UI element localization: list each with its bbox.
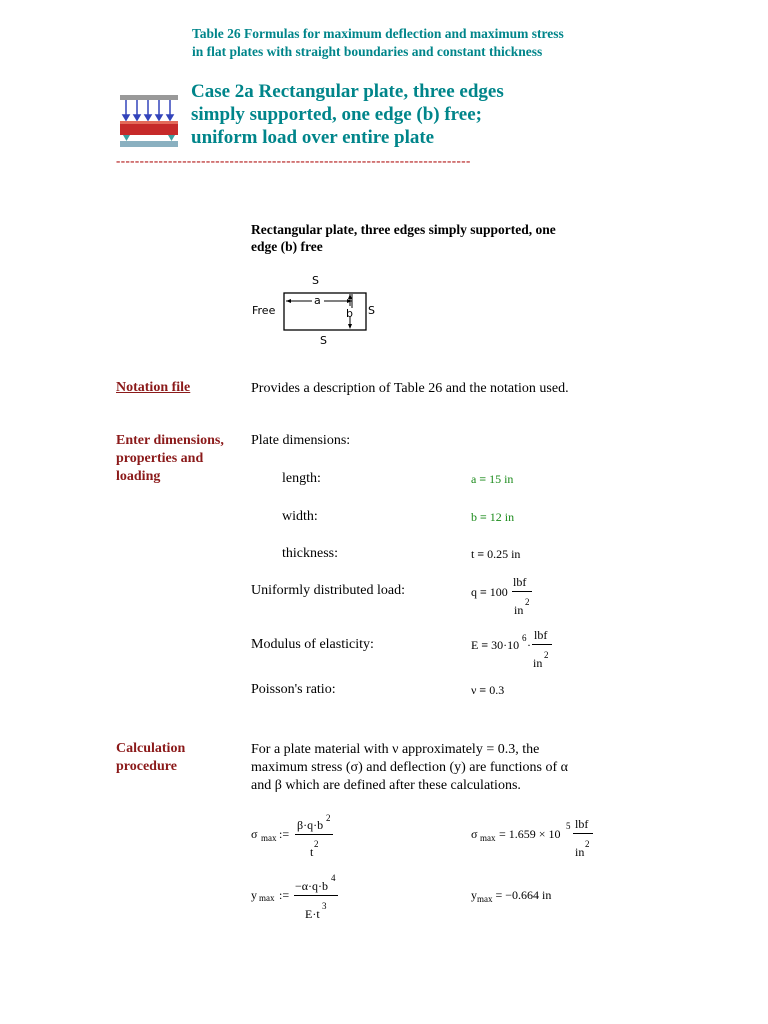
sigma-lhs-sub: max	[261, 833, 277, 843]
sigma-max-result	[471, 815, 601, 865]
y-result-value: = −0.664 in	[495, 888, 552, 902]
y-fraction-bar	[294, 895, 338, 896]
thickness-input[interactable]: t ≡ 0.25 in	[471, 547, 521, 561]
sigma-result-fraction-bar	[573, 833, 593, 834]
load-prefix: q ≡ 100	[471, 585, 508, 599]
poisson-input[interactable]: ν ≡ 0.3	[471, 683, 505, 697]
figure-dim-b: b	[346, 307, 353, 320]
sigma-result-value: = 1.659 × 10	[499, 827, 561, 841]
inputs-section-label-3: loading	[116, 469, 161, 484]
y-lhs-sub: max	[259, 893, 275, 903]
sigma-denominator-exp: 2	[314, 839, 319, 849]
sigma-result-unit-den: in	[575, 845, 585, 859]
sigma-result-sub: max	[480, 833, 496, 843]
y-assign: :=	[279, 888, 290, 902]
sigma-result-unit-num: lbf	[575, 817, 589, 831]
plate-load-icon	[118, 93, 180, 149]
notation-description: Provides a description of Table 26 and the notation used.	[251, 381, 569, 396]
y-result-sub: max	[477, 894, 493, 904]
case-title-line-1: Case 2a Rectangular plate, three edges	[191, 81, 504, 102]
width-label: width:	[282, 509, 318, 524]
modulus-dot: ·	[527, 638, 531, 652]
thickness-label: thickness:	[282, 546, 338, 561]
poisson-label: Poisson's ratio:	[251, 682, 336, 697]
width-input[interactable]: b ≡ 12 in	[471, 510, 515, 524]
load-unit-exp: 2	[525, 597, 530, 607]
y-denominator-exp: 3	[322, 901, 327, 911]
calc-paragraph-line-3: and β which are defined after these calculations.	[251, 778, 521, 793]
figure-label-left: Free	[252, 304, 276, 317]
y-result-symbol: y	[471, 888, 477, 902]
modulus-prefix: E ≡ 30·10	[471, 638, 520, 652]
inputs-section-label-2: properties and	[116, 451, 204, 466]
y-lhs: y	[251, 888, 257, 902]
inputs-section-label-1: Enter dimensions,	[116, 433, 224, 448]
modulus-fraction-bar	[532, 644, 552, 645]
figure-caption	[251, 221, 556, 255]
length-input[interactable]: a ≡ 15 in	[471, 472, 514, 486]
calc-section-label-2: procedure	[116, 759, 177, 774]
load-unit-den: in	[514, 603, 524, 617]
calc-section-label	[116, 740, 185, 776]
length-label: length:	[282, 471, 321, 486]
load-input[interactable]	[471, 575, 541, 618]
figure-label-right: S	[368, 304, 375, 317]
modulus-exp: 6	[522, 633, 527, 643]
y-max-formula	[251, 870, 361, 920]
modulus-input[interactable]	[471, 628, 561, 671]
modulus-unit-den-exp: 2	[544, 650, 549, 660]
load-unit-num: lbf	[513, 575, 527, 589]
calc-section-label-1: Calculation	[116, 741, 186, 756]
sigma-numerator-exp: 2	[326, 813, 331, 823]
sigma-result-unit-den-exp: 2	[585, 839, 590, 849]
y-max-result	[471, 888, 551, 903]
y-numerator-exp: 4	[331, 873, 336, 883]
figure-dim-a: a	[314, 294, 321, 307]
case-title-line-2: simply supported, one edge (b) free;	[191, 104, 482, 125]
notation-file-link[interactable]: Notation file	[116, 380, 191, 395]
table-title: Table 26 Formulas for maximum deflection and maximum stress in flat plates with straight boundaries and constant thickness	[192, 26, 564, 59]
sigma-result-symbol: σ	[471, 827, 478, 841]
sigma-lhs: σ	[251, 827, 258, 841]
sigma-result-exp: 5	[566, 821, 571, 831]
sigma-denominator: t	[310, 845, 314, 859]
figure-label-top: S	[312, 274, 319, 287]
figure-caption-line-1: Rectangular plate, three edges simply supported, one	[251, 222, 556, 237]
modulus-unit-den: in	[533, 656, 543, 670]
modulus-label: Modulus of elasticity:	[251, 637, 374, 652]
figure-caption-line-2: edge (b) free	[251, 239, 323, 254]
sigma-numerator: β·q·b	[297, 818, 324, 832]
calc-paragraph-line-2: maximum stress (σ) and deflection (y) are functions of α	[251, 760, 568, 775]
y-denominator: E·t	[305, 907, 320, 921]
figure-label-bottom: S	[320, 334, 327, 347]
load-label: Uniformly distributed load:	[251, 583, 405, 598]
inputs-section-label	[116, 432, 224, 486]
calc-paragraph-line-1: For a plate material with ν approximately = 0.3, the	[251, 742, 540, 757]
plate-dimensions-heading: Plate dimensions:	[251, 433, 351, 448]
sigma-assign: :=	[279, 827, 290, 841]
plate-diagram	[250, 270, 390, 350]
header-divider: ---------------------------------------------------------------------------	[116, 153, 471, 168]
calc-paragraph	[251, 741, 568, 795]
sigma-max-formula	[251, 812, 351, 862]
y-numerator: −α·q·b	[295, 879, 329, 893]
case-title-line-3: uniform load over entire plate	[191, 127, 435, 148]
sigma-fraction-bar	[295, 834, 333, 835]
load-fraction-bar	[512, 591, 532, 592]
modulus-unit-num: lbf	[534, 628, 548, 642]
